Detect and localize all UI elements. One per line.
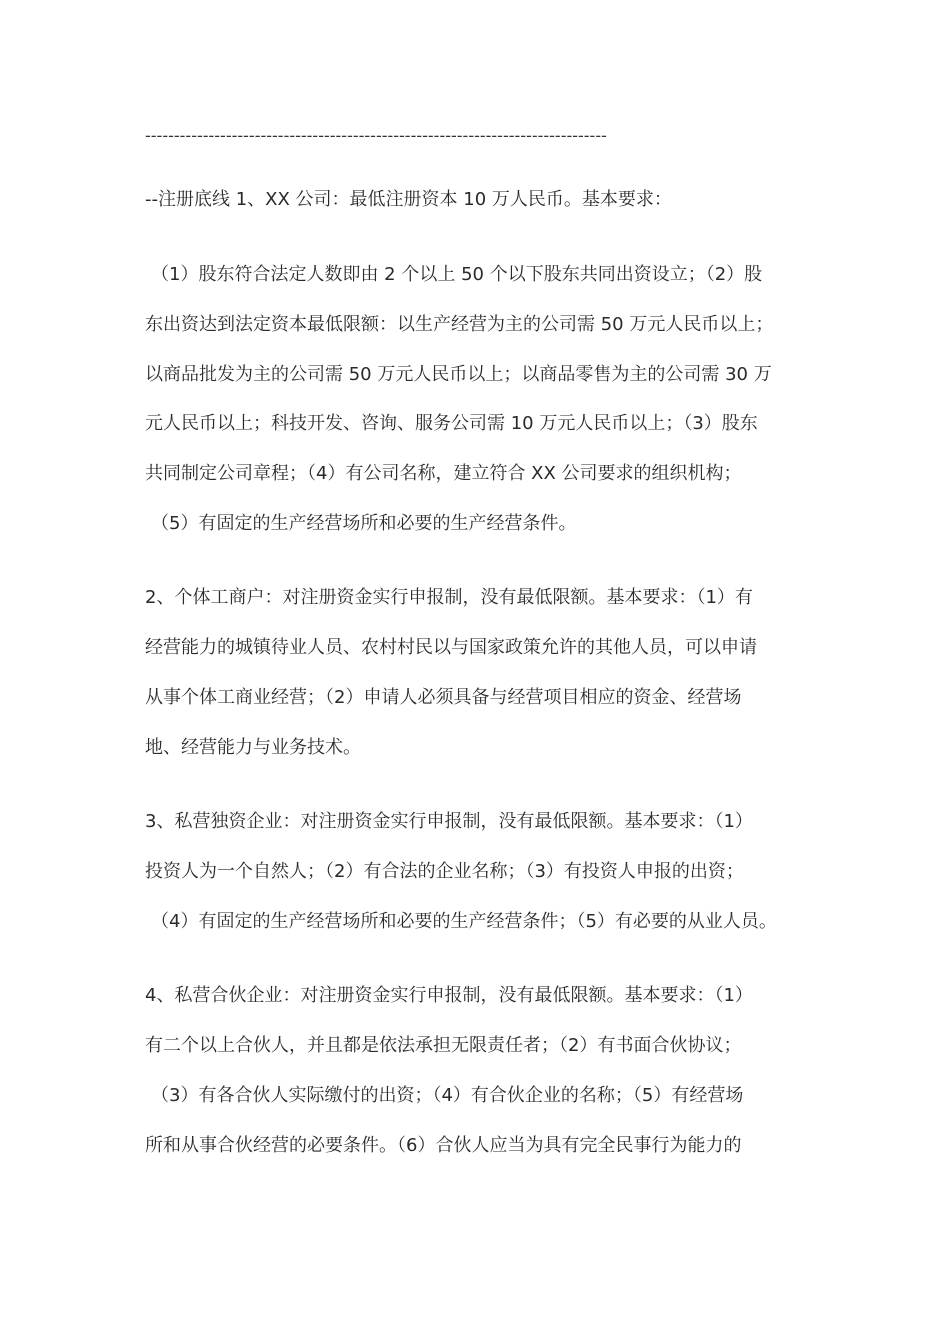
paragraph-line: 投资人为一个自然人；（2）有合法的企业名称；（3）有投资人申报的出资； — [145, 861, 744, 882]
paragraph-line: 共同制定公司章程；（4）有公司名称，建立符合 XX 公司要求的组织机构； — [145, 463, 742, 484]
paragraph-line: 从事个体工商业经营；（2）申请人必须具备与经营项目相应的资金、经营场 — [145, 687, 742, 708]
paragraph-line: 有二个以上合伙人，并且都是依法承担无限责任者；（2）有书面合伙协议； — [145, 1035, 742, 1056]
paragraph-line: （1）股东符合法定人数即由 2 个以上 50 个以下股东共同出资设立；（2）股 — [151, 264, 763, 285]
paragraph-line: （5）有固定的生产经营场所和必要的生产经营条件。 — [151, 513, 577, 534]
paragraph-line: 东出资达到法定资本最低限额：以生产经营为主的公司需 50 万元人民币以上； — [145, 314, 774, 335]
document-heading: --注册底线 1、XX 公司：最低注册资本 10 万人民币。基本要求： — [145, 189, 672, 210]
paragraph-line: 经营能力的城镇待业人员、农村村民以与国家政策允许的其他人员，可以申请 — [145, 637, 757, 658]
paragraph-line: 4、私营合伙企业：对注册资金实行申报制，没有最低限额。基本要求：（1） — [145, 985, 753, 1006]
paragraph-line: 所和从事合伙经营的必要条件。（6）合伙人应当为具有完全民事行为能力的 — [145, 1135, 742, 1156]
paragraph-line: 2、个体工商户：对注册资金实行申报制，没有最低限额。基本要求：（1）有 — [145, 587, 753, 608]
paragraph-line: 以商品批发为主的公司需 50 万元人民币以上；以商品零售为主的公司需 30 万 — [145, 364, 772, 385]
paragraph-line: 地、经营能力与业务技术。 — [145, 737, 361, 758]
paragraph-line: （4）有固定的生产经营场所和必要的生产经营条件；（5）有必要的从业人员。 — [151, 911, 777, 932]
paragraph-line: 3、私营独资企业：对注册资金实行申报制，没有最低限额。基本要求：（1） — [145, 811, 753, 832]
divider-line: -------------------------------------------------------------------------------- — [145, 126, 607, 145]
paragraph-line: （3）有各合伙人实际缴付的出资；（4）有合伙企业的名称；（5）有经营场 — [151, 1085, 744, 1106]
paragraph-line: 元人民币以上；科技开发、咨询、服务公司需 10 万元人民币以上；（3）股东 — [145, 413, 758, 434]
